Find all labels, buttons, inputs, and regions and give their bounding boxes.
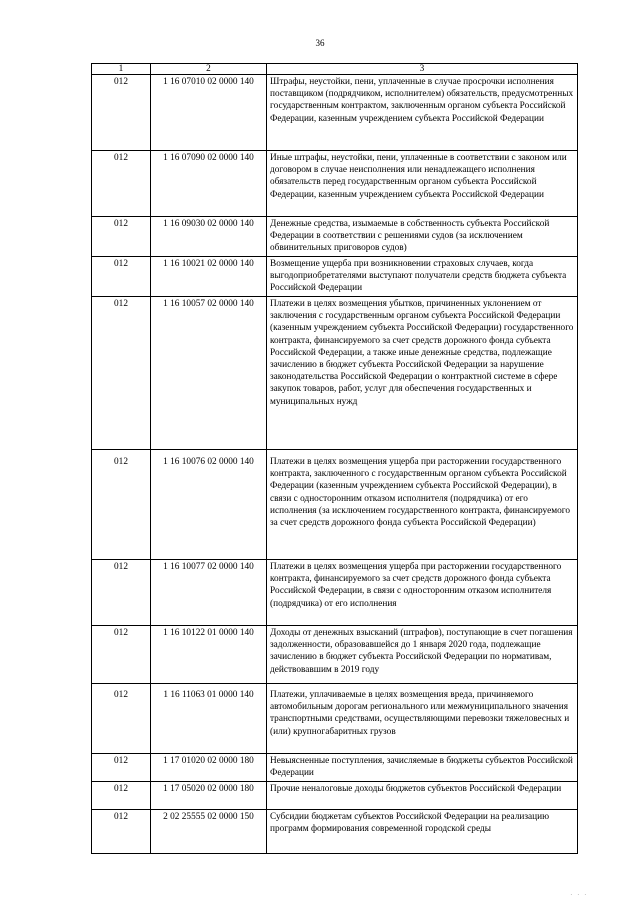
table-row bbox=[92, 75, 578, 151]
budget-code-cell: 1 16 09030 02 0000 140 bbox=[151, 217, 267, 257]
description-cell: Денежные средства, изымаемые в собственность субъекта Российской Федерации в соответствии с решениями судов (за исключением обвинительных приговоров судов) bbox=[267, 217, 578, 257]
admin-code-cell: 012 bbox=[92, 217, 151, 257]
budget-code-cell: 1 16 07010 02 0000 140 bbox=[151, 75, 267, 151]
table-row bbox=[92, 782, 578, 810]
description-cell: Возмещение ущерба при возникновении страховых случаев, когда выгодоприобретателями выступают получатели средств бюджета субъекта Российской Федерации bbox=[267, 257, 578, 297]
budget-code-cell: 1 16 07090 02 0000 140 bbox=[151, 151, 267, 217]
admin-code-cell: 012 bbox=[92, 75, 151, 151]
description-cell: Прочие неналоговые доходы бюджетов субъектов Российской Федерации bbox=[267, 782, 578, 810]
budget-code-cell: 1 17 05020 02 0000 180 bbox=[151, 782, 267, 810]
budget-code-cell: 1 16 10077 02 0000 140 bbox=[151, 560, 267, 626]
table-row bbox=[92, 810, 578, 854]
table-header-row bbox=[92, 64, 578, 75]
scan-artifact: . . . bbox=[570, 891, 588, 897]
description-cell: Доходы от денежных взысканий (штрафов), поступающие в счет погашения задолженности, образовавшейся до 1 января 2020 года, подлежащие зачислению в бюджет субъекта Российской Федерации по нормативам, действовавшим в 2019 году bbox=[267, 626, 578, 684]
description-cell: Субсидии бюджетам субъектов Российской Федерации на реализацию программ формирования современной городской среды bbox=[267, 810, 578, 854]
budget-code-cell: 1 16 11063 01 0000 140 bbox=[151, 684, 267, 754]
budget-code-cell: 1 16 10122 01 0000 140 bbox=[151, 626, 267, 684]
admin-code-cell: 012 bbox=[92, 684, 151, 754]
admin-code-cell: 012 bbox=[92, 626, 151, 684]
column-header-1: 1 bbox=[92, 64, 151, 75]
description-cell: Невыясненные поступления, зачисляемые в бюджеты субъектов Российской Федерации bbox=[267, 754, 578, 782]
description-cell: Платежи в целях возмещения ущерба при расторжении государственного контракта, заключенного с государственным органом субъекта Российской Федерации (казенным учреждением субъекта Российской Федерации), в связи с односторонним отказом исполнителя (подрядчика) от его исполнения (за исключением государственного контракта, финансируемого за счет средств дорожного фонда субъекта Российской Федерации) bbox=[267, 450, 578, 560]
admin-code-cell: 012 bbox=[92, 151, 151, 217]
description-cell: Платежи в целях возмещения убытков, причиненных уклонением от заключения с государственным органом субъекта Российской Федерации (казенным учреждением субъекта Российской Федерации) государственного контракта, финансируемого за счет средств дорожного фонда субъекта Российской Федерации, а также иные денежные средства, подлежащие зачислению в бюджет субъекта Российской Федерации за нарушение законодательства Российской Федерации о контрактной системе в сфере закупок товаров, работ, услуг для обеспечения государственных и муниципальных нужд bbox=[267, 297, 578, 450]
table-row bbox=[92, 560, 578, 626]
table-row bbox=[92, 151, 578, 217]
description-cell: Платежи, уплачиваемые в целях возмещения вреда, причиняемого автомобильным дорогам регионального или межмуниципального значения транспортными средствами, осуществляющими перевозки тяжеловесных и (или) крупногабаритных грузов bbox=[267, 684, 578, 754]
budget-code-cell: 1 16 10076 02 0000 140 bbox=[151, 450, 267, 560]
table-row bbox=[92, 450, 578, 560]
description-cell: Платежи в целях возмещения ущерба при расторжении государственного контракта, финансируемого за счет средств дорожного фонда субъекта Российской Федерации, в связи с односторонним отказом исполнителя (подрядчика) от его исполнения bbox=[267, 560, 578, 626]
budget-classification-table bbox=[91, 63, 578, 854]
column-header-2: 2 bbox=[151, 64, 267, 75]
admin-code-cell: 012 bbox=[92, 257, 151, 297]
description-cell: Иные штрафы, неустойки, пени, уплаченные в соответствии с законом или договором в случае неисполнения или ненадлежащего исполнения обязательств перед государственным органом субъекта Российской Федерации, казенным учреждением субъекта Российской Федерации bbox=[267, 151, 578, 217]
admin-code-cell: 012 bbox=[92, 297, 151, 450]
page-number: 36 bbox=[315, 38, 325, 48]
column-header-3: 3 bbox=[267, 64, 578, 75]
admin-code-cell: 012 bbox=[92, 754, 151, 782]
table-row bbox=[92, 684, 578, 754]
admin-code-cell: 012 bbox=[92, 560, 151, 626]
admin-code-cell: 012 bbox=[92, 782, 151, 810]
admin-code-cell: 012 bbox=[92, 810, 151, 854]
table-row bbox=[92, 626, 578, 684]
table-row bbox=[92, 754, 578, 782]
table-row bbox=[92, 257, 578, 297]
table-row bbox=[92, 217, 578, 257]
budget-code-cell: 1 17 01020 02 0000 180 bbox=[151, 754, 267, 782]
budget-code-cell: 2 02 25555 02 0000 150 bbox=[151, 810, 267, 854]
description-cell: Штрафы, неустойки, пени, уплаченные в случае просрочки исполнения поставщиком (подрядчиком, исполнителем) обязательств, предусмотренных государственным контрактом, заключенным органом субъекта Российской Федерации, казенным учреждением субъекта Российской Федерации bbox=[267, 75, 578, 151]
admin-code-cell: 012 bbox=[92, 450, 151, 560]
budget-code-cell: 1 16 10021 02 0000 140 bbox=[151, 257, 267, 297]
budget-code-cell: 1 16 10057 02 0000 140 bbox=[151, 297, 267, 450]
table-row bbox=[92, 297, 578, 450]
